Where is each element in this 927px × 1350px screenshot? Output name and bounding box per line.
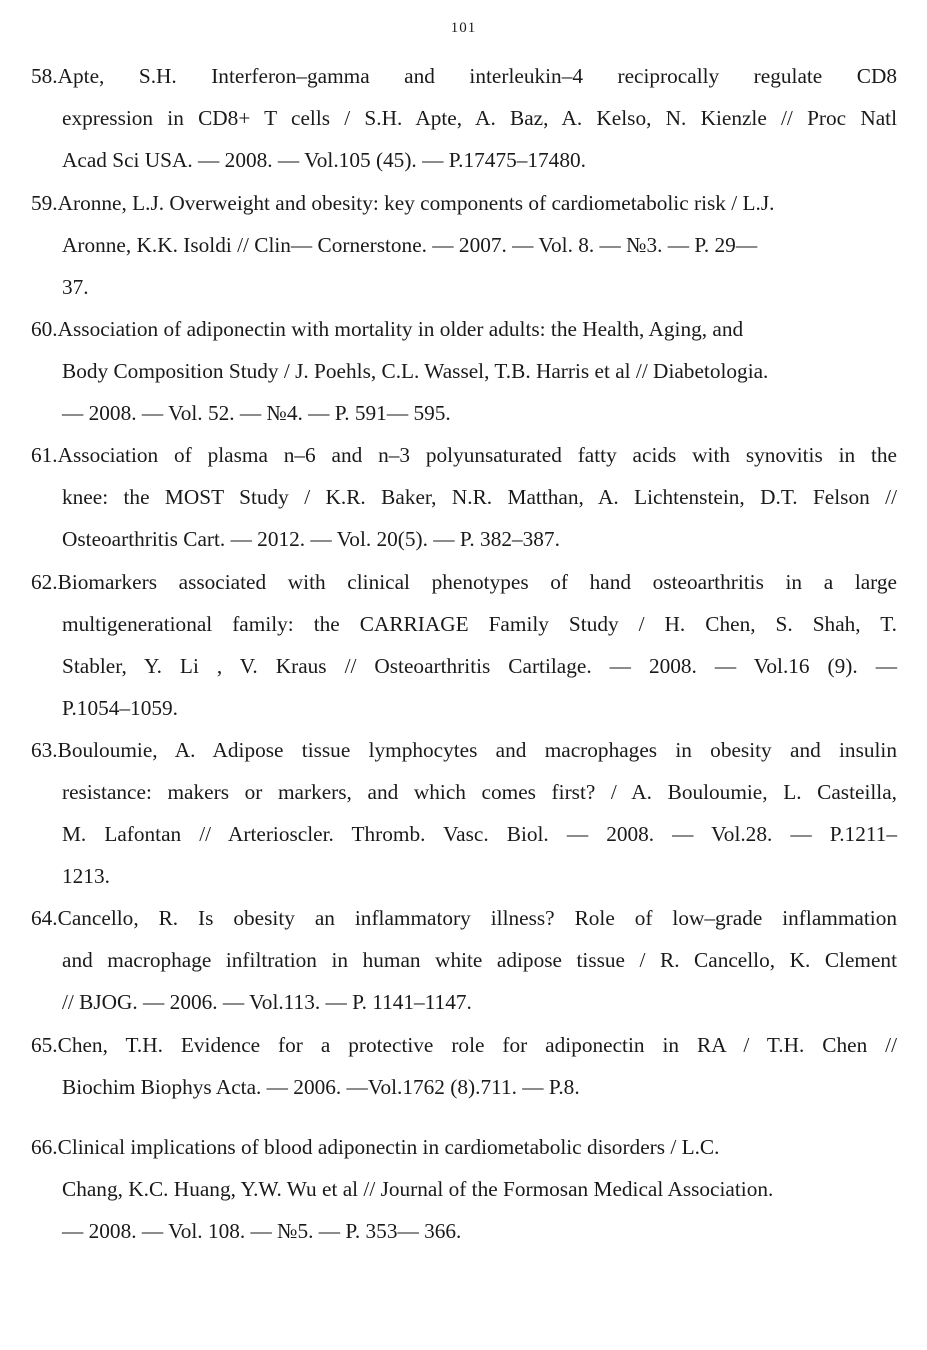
reference-line: 58.Apte, S.H. Interferon–gamma and interleukin–4 reciprocally regulate CD8 bbox=[31, 64, 897, 88]
reference-line: 65.Chen, T.H. Evidence for a protective role for adiponectin in RA / T.H. Chen // bbox=[31, 1033, 897, 1057]
reference-line: 64.Cancello, R. Is obesity an inflammatory illness? Role of low–grade inflammation bbox=[31, 906, 897, 930]
reference-line: multigenerational family: the CARRIAGE Family Study / H. Chen, S. Shah, T. bbox=[62, 612, 897, 636]
reference-line: — 2008. — Vol. 52. — №4. — P. 591— 595. bbox=[62, 401, 451, 425]
reference-item bbox=[31, 729, 897, 897]
reference-line: and macrophage infiltration in human white adipose tissue / R. Cancello, K. Clement bbox=[62, 948, 897, 972]
reference-line: 63.Bouloumie, A. Adipose tissue lymphocytes and macrophages in obesity and insulin bbox=[31, 738, 897, 762]
reference-line: knee: the MOST Study / K.R. Baker, N.R. Matthan, A. Lichtenstein, D.T. Felson // bbox=[62, 485, 897, 509]
reference-line: 61.Association of plasma n–6 and n–3 polyunsaturated fatty acids with synovitis in the bbox=[31, 443, 897, 467]
reference-line: — 2008. — Vol. 108. — №5. — P. 353— 366. bbox=[62, 1219, 462, 1243]
reference-line: P.1054–1059. bbox=[62, 696, 178, 720]
reference-line: expression in CD8+ T cells / S.H. Apte, A. Baz, A. Kelso, N. Kienzle // Proc Natl bbox=[62, 106, 897, 130]
reference-item bbox=[31, 1126, 897, 1252]
reference-line: Biochim Biophys Acta. — 2006. —Vol.1762 (8).711. — P.8. bbox=[62, 1075, 580, 1099]
reference-line: 60.Association of adiponectin with mortality in older adults: the Health, Aging, and bbox=[31, 317, 744, 341]
reference-line: resistance: makers or markers, and which comes first? / A. Bouloumie, L. Casteilla, bbox=[62, 780, 897, 804]
reference-line: 62.Biomarkers associated with clinical phenotypes of hand osteoarthritis in a large bbox=[31, 570, 897, 594]
reference-line: M. Lafontan // Arterioscler. Thromb. Vasc. Biol. — 2008. — Vol.28. — P.1211– bbox=[62, 822, 897, 846]
reference-line: Aronne, K.K. Isoldi // Clin— Cornerstone. — 2007. — Vol. 8. — №3. — P. 29— bbox=[62, 233, 758, 257]
reference-item bbox=[31, 182, 897, 308]
reference-line: 59.Aronne, L.J. Overweight and obesity: key components of cardiometabolic risk / L.J. bbox=[31, 191, 775, 215]
reference-item bbox=[31, 1024, 897, 1108]
reference-item bbox=[31, 308, 897, 434]
reference-item bbox=[31, 561, 897, 729]
reference-line: Osteoarthritis Cart. — 2012. — Vol. 20(5). — P. 382–387. bbox=[62, 527, 560, 551]
reference-item bbox=[31, 434, 897, 560]
reference-line: 1213. bbox=[62, 864, 110, 888]
page-number: 101 bbox=[450, 20, 477, 36]
reference-item bbox=[31, 897, 897, 1023]
reference-item bbox=[31, 55, 897, 181]
reference-line: 66.Clinical implications of blood adiponectin in cardiometabolic disorders / L.C. bbox=[31, 1135, 720, 1159]
reference-line: // BJOG. — 2006. — Vol.113. — P. 1141–1147. bbox=[62, 990, 472, 1014]
reference-line: Chang, K.C. Huang, Y.W. Wu et al // Journal of the Formosan Medical Association. bbox=[62, 1177, 774, 1201]
reference-line: Acad Sci USA. — 2008. — Vol.105 (45). — P.17475–17480. bbox=[62, 148, 586, 172]
reference-line: Body Composition Study / J. Poehls, C.L. Wassel, T.B. Harris et al // Diabetologia. bbox=[62, 359, 769, 383]
reference-line: Stabler, Y. Li , V. Kraus // Osteoarthritis Cartilage. — 2008. — Vol.16 (9). — bbox=[62, 654, 897, 678]
reference-line: 37. bbox=[62, 275, 89, 299]
